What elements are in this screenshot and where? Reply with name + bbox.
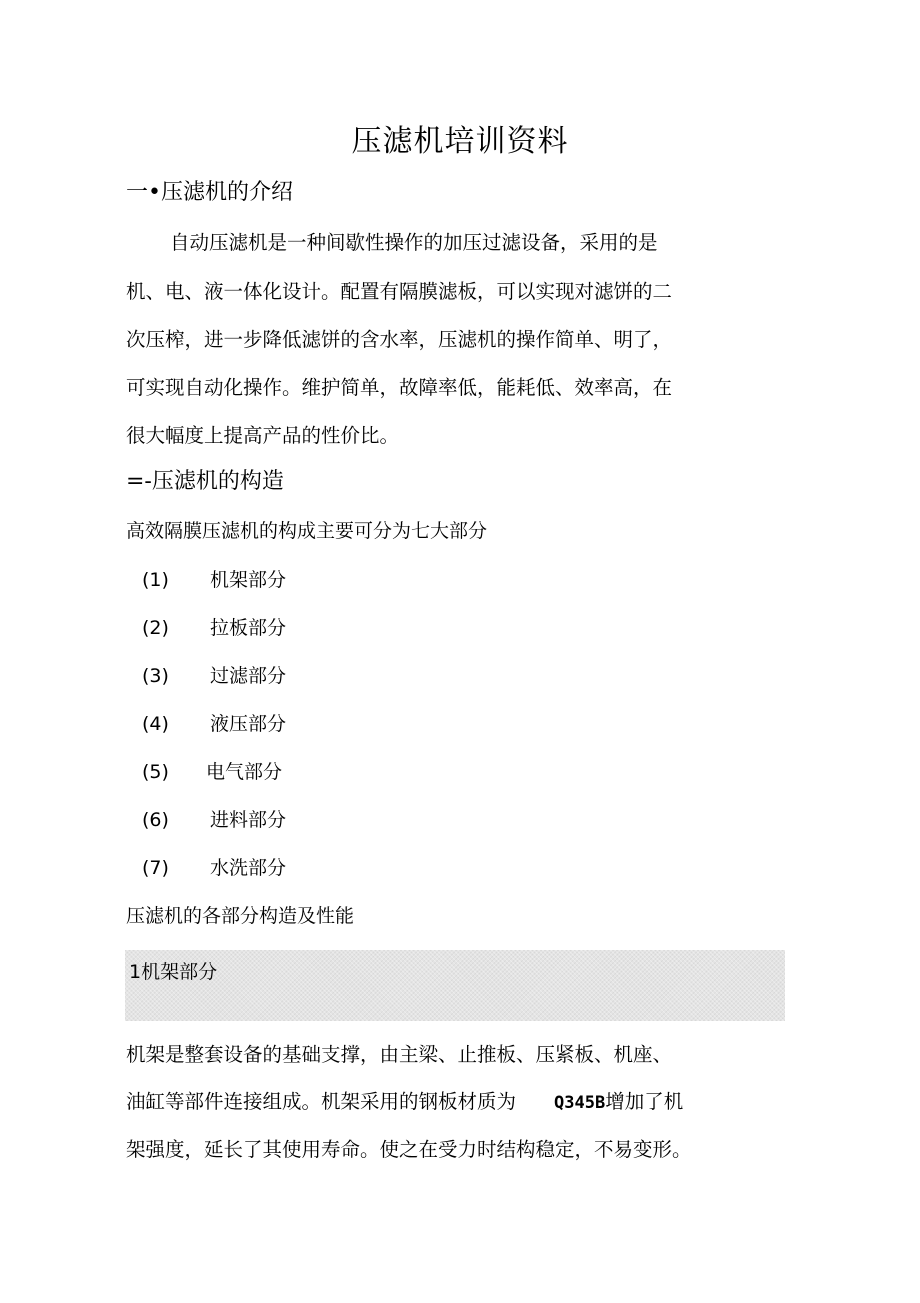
frame-text-prefix: 油缸等部件连接组成。机架采用的钢板材质为: [126, 1090, 517, 1113]
list-item-number: (2): [142, 617, 169, 639]
list-item-number: (3): [142, 665, 169, 687]
list-item-number: (5): [142, 761, 169, 783]
list-item: [142, 662, 286, 690]
list-item-label: 机架部分: [210, 569, 287, 591]
list-item-number: (4): [142, 713, 169, 735]
paragraph-line: 机、电、液一体化设计。配置有隔膜滤板，可以实现对滤饼的二: [126, 280, 673, 303]
paragraph-line: 机架是整套设备的基础支撑，由主梁、止推板、压紧板、机座、: [126, 1043, 673, 1066]
list-item: [142, 710, 286, 738]
frame-section-label: 1机架部分: [129, 961, 218, 983]
list-item-label: 水洗部分: [210, 857, 287, 879]
list-item-label: 电气部分: [206, 761, 283, 783]
section-heading-introduction: 一•压滤机的介绍: [126, 180, 293, 205]
list-item-label: 液压部分: [210, 713, 287, 735]
document-title: 压滤机培训资料: [351, 124, 569, 159]
paragraph-line: 架强度，延长了其使用寿命。使之在受力时结构稳定，不易变形。: [126, 1138, 692, 1161]
list-item-number: (6): [142, 809, 169, 831]
list-item-number: (7): [142, 857, 169, 879]
steel-grade: Q345B: [554, 1093, 606, 1113]
list-item: [142, 758, 282, 786]
list-item-label: 过滤部分: [210, 665, 287, 687]
section-heading-structure: =-压滤机的构造: [126, 469, 284, 494]
list-item: [142, 614, 286, 642]
list-item-label: 进料部分: [210, 809, 287, 831]
paragraph-line: [126, 1088, 683, 1117]
list-item: [142, 806, 286, 834]
paragraph-line: 可实现自动化操作。维护简单，故障率低，能耗低、效率高，在: [126, 376, 673, 399]
list-item: [142, 854, 286, 882]
frame-text-suffix: 增加了机: [605, 1090, 684, 1113]
paragraph-line: 很大幅度上提高产品的性价比。: [126, 424, 400, 447]
parts-heading: 压滤机的各部分构造及性能: [126, 905, 355, 927]
frame-section-banner: [125, 950, 785, 1021]
structure-intro-text: 高效隔膜压滤机的构成主要可分为七大部分: [126, 520, 488, 542]
paragraph-line: 次压榨，进一步降低滤饼的含水率，压滤机的操作简单、明了，: [126, 328, 673, 351]
list-item: [142, 566, 286, 594]
list-item-label: 拉板部分: [210, 617, 287, 639]
paragraph-line: 自动压滤机是一种间歇性操作的加压过滤设备，采用的是: [170, 231, 658, 254]
list-item-number: (1): [142, 569, 169, 591]
